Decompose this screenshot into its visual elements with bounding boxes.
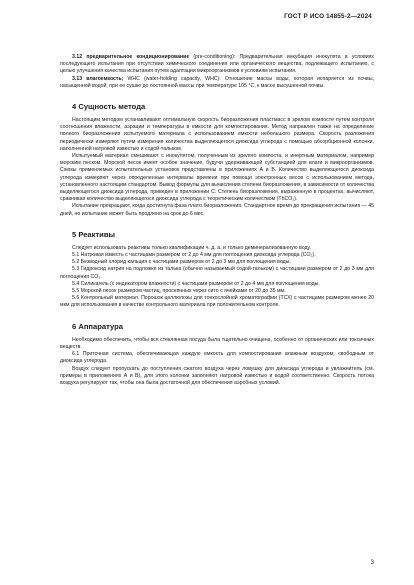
running-header: ГОСТ Р ИСО 14855-2—2024 — [284, 13, 372, 20]
item-5-3: 5.3 Гидроксид натрия на подложке из талька (обычно называемый содой-тальком) с частицами размером от 2 до 3 мм для поглощения CO₂. — [60, 266, 374, 280]
section-5-heading: 5 Реактивы — [72, 229, 115, 239]
term-3-13: 3.13 влагоемкость; — [72, 75, 124, 82]
page-content — [60, 54, 374, 387]
section-4-paragraph-1: Настоящим методом устанавливают оптимальную скорость биоразложения пластмасс в зрелом компосте путем контроля соотношения влажности, аэрации и температуры в емкости для компостирования. Метод направлен также на определение полного биоразложения испытуемого материала с использованием емкости небольшого размера. Скорость разложения периодически измеряют путем измерения количества выделяющегося диоксида углерода с помощью абсорбционной колонки, наполненной натровой известью и содой-тальком. — [60, 117, 374, 152]
item-5-1: 5.1 Натровая известь с частицами размером от 2 до 4 мм для поглощения диоксида углерода (CO₂). — [72, 252, 316, 259]
item-5-5: 5.5 Морской песок размером частиц, просеянных через сито с ячейками от 20 до 35 мм. — [72, 288, 286, 295]
section-5-intro: Следует использовать реактивы только квалификации ч. д. а. и только деминерализованную воду. — [72, 244, 312, 251]
item-5-2: 5.2 Безводный хлорид кальция с частицами размером от 2 до 3 мм для поглощения воды. — [72, 259, 291, 266]
item-6-1: 6.1 Приточная система, обеспечивающая каждую емкость для компостирования влажным воздухом, свободным от диоксида углерода. — [60, 351, 374, 365]
term-3-12: 3.12 предварительное кондиционирование — [72, 54, 190, 60]
section-6-air-paragraph: Воздух следует пропускать до поступления сжатого воздуха через ловушку для диоксида углерода и увлажнитель (см. примеры в приложениях А и В), для этого колонки заполняют натровой известью и водой соответственно. Скорость потока воздуха регулируют так, чтобы она была достаточной для обеспечения аэробных условий. — [60, 365, 374, 386]
section-4-heading: 4 Сущность метода — [72, 102, 146, 112]
page-number: 3 — [370, 560, 374, 566]
item-5-6: 5.6 Контрольный материал. Порошок целлюлозы для тонкослойной хроматографии (ТСХ) с частицами размером менее 20 мкм для использования в качестве контрольного материала при положительном контроле. — [60, 295, 374, 309]
section-6-intro: Необходимо обеспечить, чтобы вся стеклянная посуда была тщательно очищена, особенно от органических или токсичных веществ. — [60, 336, 374, 350]
section-4-paragraph-3: Испытание прекращают, когда достигнута фаза плато биоразложения. Стандартное время до прекращения испытания — 45 дней, но испытание может быть продлено на срок до 6 мес. — [60, 203, 374, 217]
definition-3-13-text: WHC (water-holding capacity, WHC): Отношение массы воды, которая испаряется из почвы, насыщенной водой, при ее сушке до постоянной массы при температуре 105 °С, к массе высушенной почвы. — [60, 75, 374, 89]
section-6-heading: 6 Аппаратура — [72, 321, 123, 331]
definition-3-13 — [60, 76, 374, 90]
definition-3-12 — [60, 54, 374, 76]
definition-3-12-text: (pre-conditioning): Предварительная инкубация инокулята в условиях последующего испытания при отсутствии химического соединения или органического вещества, подлежащего испытанию, с целью улучшения качества испытания путем адаптации микроорганизмов к условиям испытания. — [60, 54, 374, 75]
section-4-paragraph-2: Испытуемый материал смешивают с инокулятом, полученным из зрелого компоста, и инертным материалом, например морским песком. Морской песок имеет особое значение, будучи удерживающей субстанцией для влаги и микроорганизмов. Схемы применяемых испытательных установок представлены в приложениях А и В. Количество выделяющегося диоксида углерода измеряют через определенные интервалы времени при помощи электронных весов с использованием метода, установленного настоящим стандартом. Вывод формулы для вычисления степени биоразложения, в зависимости от количества выделяющегося диоксида углерода, приведен в приложении С. Степень биоразложения, выраженную в процентах, вычисляют, сравнивая количество выделяющегося диоксида углерода с теоретическим количеством (ThCO₂). — [60, 153, 374, 203]
item-5-4: 5.4 Силикагель (с индикатором влажности) с частицами размером от 2 до 4 мм для поглощения воды. — [72, 280, 320, 287]
